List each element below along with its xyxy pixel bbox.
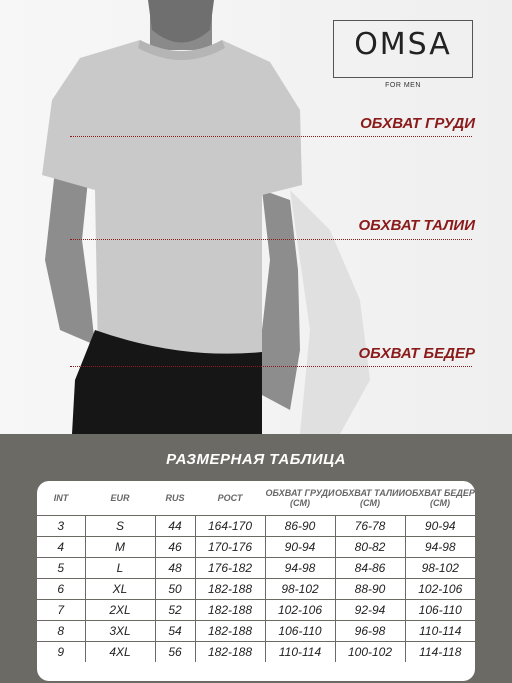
table-cell: 96-98 xyxy=(335,621,405,642)
table-cell: 94-98 xyxy=(405,537,475,558)
size-table xyxy=(37,481,475,662)
size-table-header-cell: ОБХВАТ ГРУДИ (СМ) xyxy=(265,488,335,508)
table-cell: 54 xyxy=(155,621,195,642)
table-cell: L xyxy=(85,558,155,579)
size-table-header-cell: ОБХВАТ ТАЛИИ (СМ) xyxy=(335,488,405,508)
table-cell: 9 xyxy=(37,642,85,663)
hips-line xyxy=(70,366,472,367)
table-row xyxy=(37,600,475,621)
table-cell: 182-188 xyxy=(195,621,265,642)
table-row xyxy=(37,621,475,642)
table-cell: 50 xyxy=(155,579,195,600)
table-cell: 90-94 xyxy=(265,537,335,558)
brand-logo: OMSA xyxy=(354,27,452,62)
table-row xyxy=(37,516,475,537)
table-cell: 102-106 xyxy=(265,600,335,621)
size-table-header-cell: РОСТ xyxy=(217,493,243,503)
table-cell: 176-182 xyxy=(195,558,265,579)
brand-logo-box xyxy=(333,20,473,78)
size-table-header-cell: RUS xyxy=(165,493,185,503)
size-table-header-cell: INT xyxy=(53,493,69,503)
table-cell: 4 xyxy=(37,537,85,558)
table-cell: 182-188 xyxy=(195,642,265,663)
table-cell: 110-114 xyxy=(405,621,475,642)
table-cell: 98-102 xyxy=(405,558,475,579)
table-row xyxy=(37,537,475,558)
table-cell: 110-114 xyxy=(265,642,335,663)
table-cell: 5 xyxy=(37,558,85,579)
table-cell: 2XL xyxy=(85,600,155,621)
table-cell: 80-82 xyxy=(335,537,405,558)
table-cell: 48 xyxy=(155,558,195,579)
table-cell: 182-188 xyxy=(195,579,265,600)
table-cell: 84-86 xyxy=(335,558,405,579)
table-cell: 92-94 xyxy=(335,600,405,621)
table-cell: 106-110 xyxy=(405,600,475,621)
brand-subtitle: FOR MEN xyxy=(385,82,421,89)
hips-label: ОБХВАТ БЕДЕР xyxy=(358,345,475,362)
table-cell: 8 xyxy=(37,621,85,642)
table-cell: 94-98 xyxy=(265,558,335,579)
table-cell: 114-118 xyxy=(405,642,475,663)
table-cell: 86-90 xyxy=(265,516,335,537)
table-cell: 76-78 xyxy=(335,516,405,537)
table-cell: 102-106 xyxy=(405,579,475,600)
table-cell: 4XL xyxy=(85,642,155,663)
table-cell: M xyxy=(85,537,155,558)
table-cell: 3 xyxy=(37,516,85,537)
size-table-header-cell: EUR xyxy=(110,493,130,503)
table-cell: 46 xyxy=(155,537,195,558)
table-cell: S xyxy=(85,516,155,537)
table-cell: 100-102 xyxy=(335,642,405,663)
chest-label: ОБХВАТ ГРУДИ xyxy=(360,115,475,132)
table-cell: 6 xyxy=(37,579,85,600)
table-cell: 44 xyxy=(155,516,195,537)
table-cell: 56 xyxy=(155,642,195,663)
table-cell: 3XL xyxy=(85,621,155,642)
table-cell: 106-110 xyxy=(265,621,335,642)
table-row xyxy=(37,579,475,600)
table-cell: 7 xyxy=(37,600,85,621)
table-cell: XL xyxy=(85,579,155,600)
size-table-card xyxy=(37,481,475,681)
chest-line xyxy=(70,136,472,137)
size-table-header xyxy=(37,481,475,516)
table-cell: 170-176 xyxy=(195,537,265,558)
waist-label: ОБХВАТ ТАЛИИ xyxy=(358,217,475,234)
table-row xyxy=(37,642,475,663)
table-cell: 88-90 xyxy=(335,579,405,600)
table-cell: 182-188 xyxy=(195,600,265,621)
table-row xyxy=(37,558,475,579)
table-cell: 164-170 xyxy=(195,516,265,537)
size-table-panel xyxy=(0,434,512,683)
size-table-header-cell: ОБХВАТ БЕДЕР (СМ) xyxy=(405,488,475,508)
table-cell: 52 xyxy=(155,600,195,621)
waist-line xyxy=(70,239,472,240)
table-cell: 90-94 xyxy=(405,516,475,537)
size-table-title: РАЗМЕРНАЯ ТАБЛИЦА xyxy=(166,451,346,468)
table-cell: 98-102 xyxy=(265,579,335,600)
